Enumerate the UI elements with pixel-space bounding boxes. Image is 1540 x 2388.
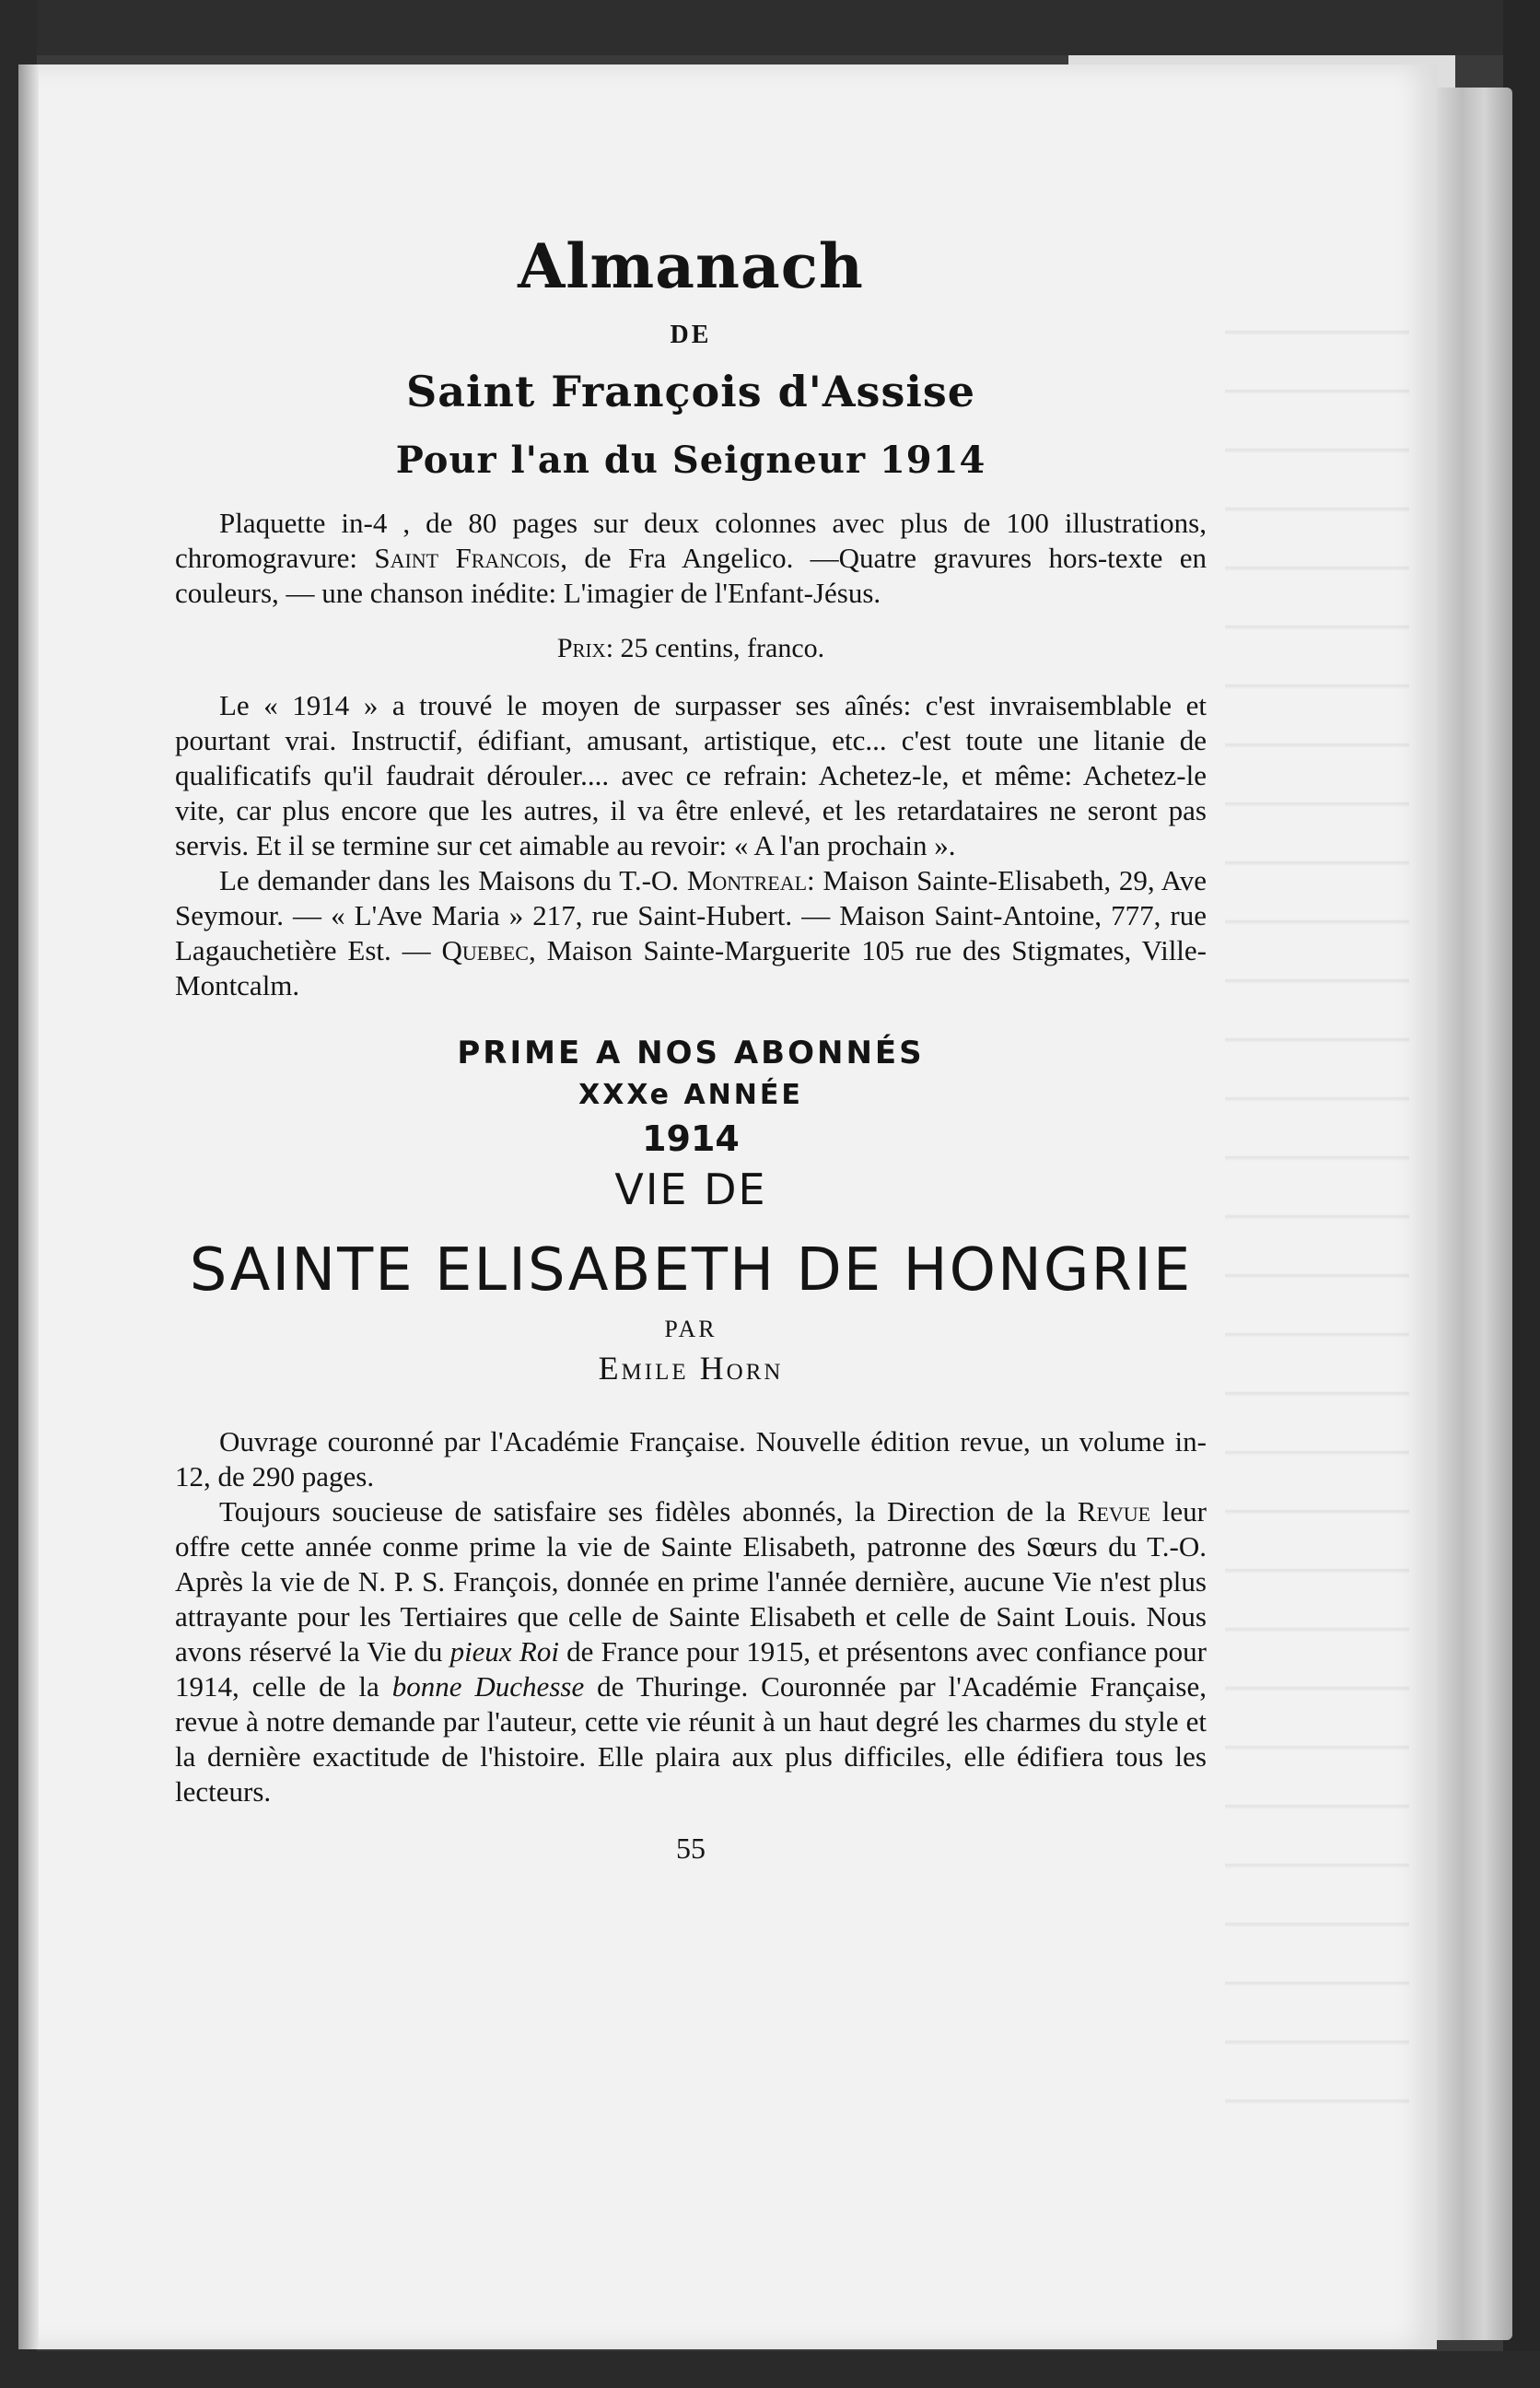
almanach-subtitle: Saint François d'Assise (406, 367, 975, 416)
book-vie-de: VIE DE (614, 1165, 767, 1214)
background-bottom (0, 2351, 1540, 2388)
page-content (175, 230, 1207, 1866)
page-number: 55 (676, 1832, 706, 1865)
title-de: DE (670, 321, 712, 349)
bleed-through-text (1225, 276, 1409, 2119)
almanach-paragraph-2: Le demander dans les Maisons du T.-O. Montreal: Maison Sainte-Elisabeth, 29, Ave Seymour. — « L'Ave Maria » 217, rue Saint-Hubert. — Maison Saint-Antoine, 777, rue Lagauchetière Est. — Quebec, Maison Sainte-Marguerite 105 rue des Stigmates, Ville-Montcalm. (175, 864, 1208, 1001)
prime-heading: PRIME A NOS ABONNÉS (457, 1035, 925, 1071)
book-author: Emile Horn (598, 1350, 784, 1387)
almanach-price: Prix: 25 centins, franco. (556, 633, 825, 663)
background-top (0, 0, 1540, 55)
book-title: SAINTE ELISABETH DE HONGRIE (189, 1236, 1193, 1305)
prime-paragraph-1: Ouvrage couronné par l'Académie Française. Nouvelle édition revue, un volume in-12, de 290 pages. (175, 1425, 1207, 1492)
almanach-paragraph-1: Le « 1914 » a trouvé le moyen de surpasser ses aînés: c'est invraisemblable et pourtant vrai. Instructif, édifiant, amusant, artistique, etc... c'est toute une litanie de qualificatifs qu'il faudrait dérouler.... avec ce refrain: Achetez-le, et même: Achetez-le vite, car plus encore que les autres, il va être enlevé, et les retardataires ne seront pas servis. Et il se termine sur cet aimable au revoir: « A l'an prochain ». (175, 689, 1207, 861)
book-par: PAR (664, 1316, 718, 1342)
almanach-description: Plaquette in-4 , de 80 pages sur deux colonnes avec plus de 100 illustrations, chromogravure: Saint Francois, de Fra Angelico. —Quatre gravures hors-texte en couleurs, — une chanson inédite: L'imagier de l'Enfant-Jésus. (175, 507, 1207, 609)
prime-paragraph-2: Toujours soucieuse de satisfaire ses fidèles abonnés, la Direction de la Revue leur offre cette année conme prime la vie de Sainte Elisabeth, patronne des Sœurs du T.-O. Après la vie de N. P. S. François, donnée en prime l'année dernière, aucune Vie n'est plus attrayante pour les Tertiaires que celle de Sainte Elisabeth et celle de Saint Louis. Nous avons réservé la Vie du pieux Roi de France pour 1915, et présentons avec confiance pour 1914, celle de la bonne Duchesse de Thuringe. Couronnée par l'Académie Française, revue à notre demande par l'auteur, cette vie réunit à un haut degré les charmes du style et la dernière exactitude de l'histoire. Elle plaira aux plus difficiles, elle édifiera tous les lecteurs. (175, 1495, 1208, 1808)
almanach-title: Almanach (518, 230, 864, 302)
prime-annee: XXXe ANNÉE (578, 1079, 803, 1111)
prime-year: 1914 (642, 1118, 740, 1159)
almanach-year-line: Pour l'an du Seigneur 1914 (395, 439, 986, 482)
page-gutter (18, 64, 39, 2349)
